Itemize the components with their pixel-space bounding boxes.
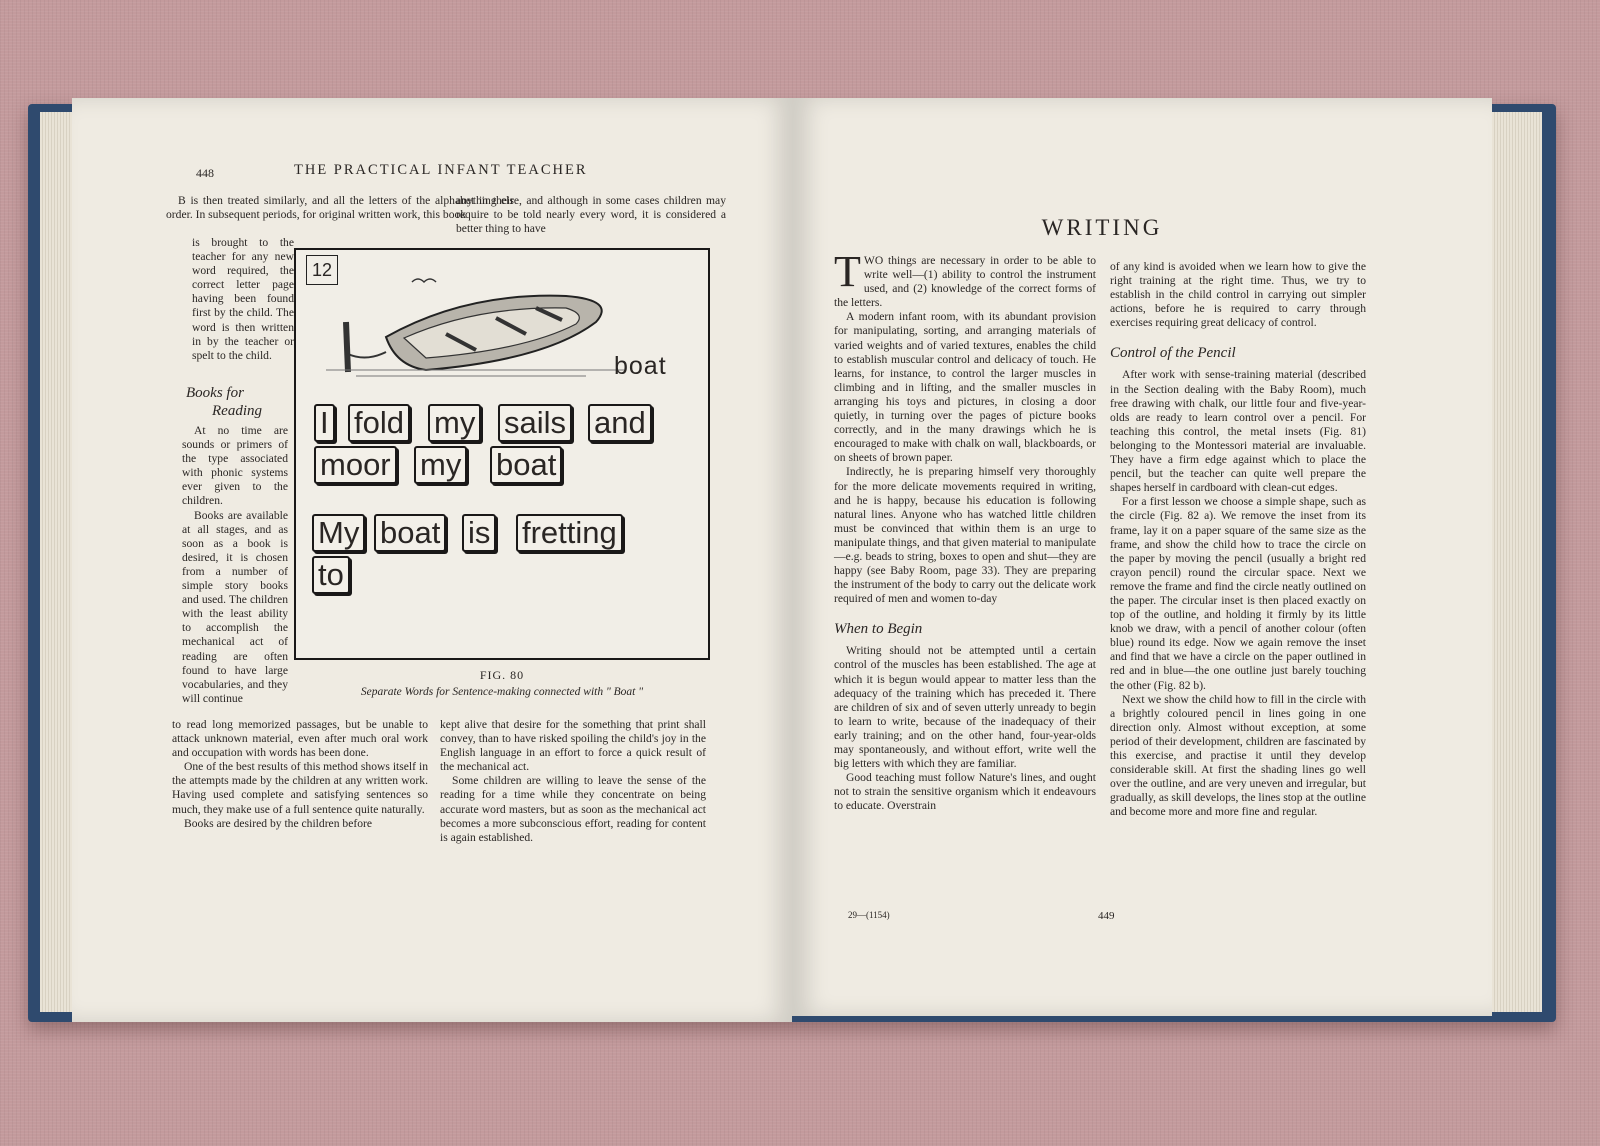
right-col1-text: TWO things are necessary in order to be able to write well—(1) ability to control the instrument used, and (2) knowledge of the correct forms of the letters. A modern infant room, with its abundant provision for manipulating, sorting, and arranging materials of varied weights and of varied textures, enables the child to establish muscular control and delicacy of touch. He learns, for instance, to control the larger muscles in climbing and in lifting, and the smaller muscles in arranging his toys and pictures, in closing a door quietly, in turning over the pages of picture books correctly, and in the many drawings which he is encouraged to make with chalk on wall, blackboards, or on sheets of brown paper. Indirectly, he is preparing himself very thoroughly for the more delicate movements required in writing, and he is happy, because his education is following natural lines. Anyone who has watched little children must be convinced that within them is an urge to manipulate things, and that given material to manipulate—e.g. beads to string, boxes to open and shut—they are happy (see Baby Room, page 33). They are preparing the instrument of the body to carry out the delicate work required of men and women to-day When to Begin Writing should not be attempted until a certain control of the muscles has been established. The age at which it is begun would appear to matter less than the adequacy of the training which has preceded it. There are children of six and of seven utterly unready to begin to learn to write, because of the inadequacy of their early training; and on the other hand, four-year-olds may spontaneously, and without effort, write well the big letters with which they are familiar. Good teaching must follow Nature's lines, and ought not to strain the sensitive organism which it endeavours to educate. Overstrain (834, 247, 1096, 813)
heading-when-to-begin: When to Begin (834, 621, 923, 638)
bottom-col1-text: to read long memorized passages, but be unable to attack unknown material, even after much oral work and occupation with words has been done. One of the best results of this method shows itself in the attempts made by the children at any written work. Having used complete and satisfying sentences so much, they make use of a full sentence quite naturally. Books are desired by the children before (172, 718, 428, 830)
word-card: sails (498, 404, 572, 442)
figure-number: 12 (306, 255, 338, 285)
printer-signature: 29—(1154) (848, 910, 890, 920)
figure-number-label: FIG. 80 (479, 668, 525, 682)
word-card: boat (374, 514, 446, 552)
right-page (792, 98, 1492, 1016)
figure-label: boat (614, 352, 667, 380)
top-col2-text: anything else, and although in some cases children may require to be told nearly every word, it is considered a better thing to have (456, 194, 726, 236)
chapter-title: WRITING (1041, 215, 1163, 240)
top-col1-text: B is then treated similarly, and all the letters of the alphabet in their order. In subsequent periods, for original written work, this book (166, 194, 514, 222)
word-card: I (314, 404, 335, 442)
side-heading-books: Books for Reading (186, 385, 262, 419)
word-card: boat (490, 446, 562, 484)
bottom-col2-text: kept alive that desire for the something that print shall convey, than to have risked spoiling the child's joy in the English language in an effort to force a quick result of the mechanical act. Some children are willing to leave the sense of the reading for a time while they concentrate on being accurate word masters, but as soon as the mechanical act becomes a more subconscious effort, reading for content is again established. (440, 718, 706, 844)
right-col2-text: of any kind is avoided when we learn how to give the right training at the right time. Thus, we try to establish in the child control in carrying out simpler actions, before he is required to carry through exercises requiring great delicacy of control. Control of the Pencil After work with sense-training material (described in the Section dealing with the Baby Room), much free drawing with chalk, our little four and five-year-olds are ready to learn control over a pencil. For teaching this control, the metal insets (Fig. 81) belonging to the Montessori material are invaluable. They have a firm edge against which to place the pencil, but the teacher can quite well prepare the shapes herself in cardboard with clean-cut edges. For a first lesson we choose a simple shape, such as the circle (Fig. 82 a). We remove the inset from its frame, lay it on a paper square of the same size as the frame, and show the child how to trace the circle on the paper by moving the pencil (usually a bright red crayon pencil) round the circular space. Next we remove the frame and find the circle neatly outlined on the paper. The circular inset is then placed exactly on top of the outline, and holding it firmly by its little knob we draw, with a pencil of another colour (often blue) round its edge. Now we again remove the inset and find that we have a circle on the paper outlined in red and in blue—the one outline just barely touching the other (Fig. 82 b). Next we show the child how to fill in the circle with a brightly coloured pencil in lines going in one direction only. Almost without exception, at some period of their development, children are fascinated by this exercise, and practise it until they develop considerable skill. At first the shading lines go well over the outline, and are very uneven and irregular, but gradually, as skill develops, the lines stop at the outline and become more and more fine and regular. (1110, 260, 1366, 819)
left-page (72, 98, 792, 1022)
running-head: THE PRACTICAL INFANT TEACHER (294, 162, 588, 178)
boat-illustration (326, 262, 626, 382)
drop-cap: T (834, 247, 861, 296)
side-text: At no time are sounds or primers of the type associated with phonic systems ever given to the children. Books are available at all stages, and as soon as a book is desired, it is chosen from a number of simple story books and used. The children with the least ability to accomplish the mechanical act of reading are often found to have large vocabularies, and they will continue (182, 424, 288, 705)
heading-control-of-pencil: Control of the Pencil (1110, 345, 1236, 362)
word-card: fold (348, 404, 410, 442)
word-card: fretting (516, 514, 623, 552)
word-card: and (588, 404, 652, 442)
wrap-text: is brought to the teacher for any new word required, the correct letter page having been found first by the child. The word is then written in by the teacher or spelt to the child. (192, 236, 294, 362)
left-page-number: 448 (196, 166, 214, 180)
word-card: my (428, 404, 481, 442)
word-card: to (312, 556, 350, 594)
figure-caption: Separate Words for Sentence-making connected with " Boat " (360, 686, 644, 698)
word-card: is (462, 514, 496, 552)
word-card: moor (314, 446, 397, 484)
figure-frame (294, 248, 710, 660)
word-card: my (414, 446, 467, 484)
right-page-number: 449 (1098, 910, 1115, 922)
word-card: My (312, 514, 365, 552)
seagull-icon (412, 279, 436, 282)
